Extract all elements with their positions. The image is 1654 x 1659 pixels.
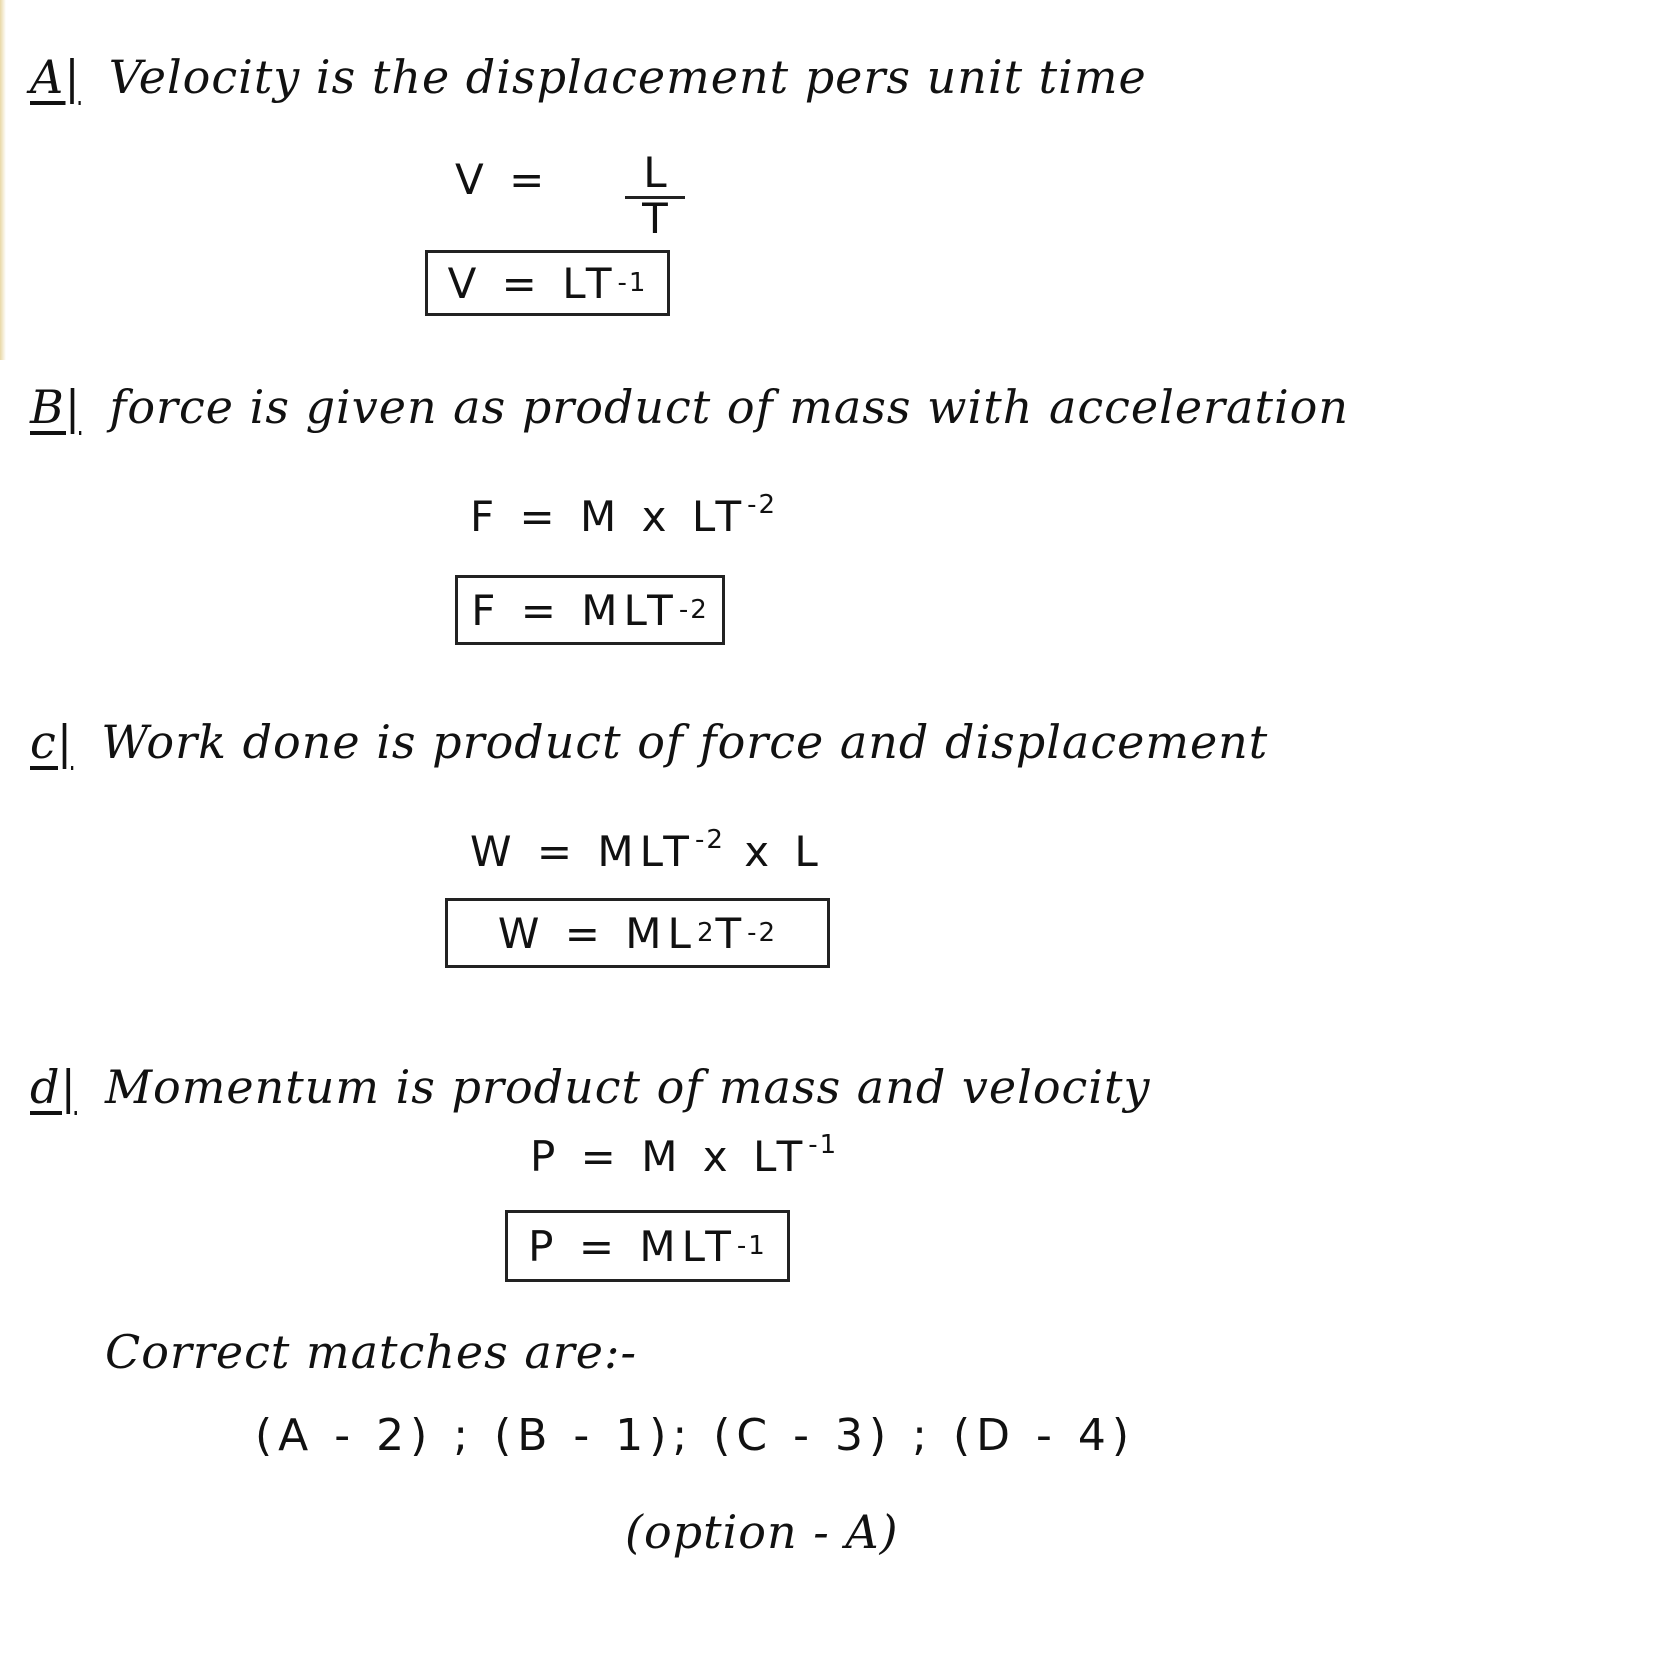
part-d-text: Momentum is product of mass and velocity bbox=[104, 1060, 1151, 1114]
boxed-exponent: -1 bbox=[617, 268, 648, 298]
boxed-base: P = MLT bbox=[528, 1221, 737, 1271]
part-c-line bbox=[30, 715, 1268, 769]
part-b-boxed-result bbox=[455, 575, 725, 645]
equation-exponent: -2 bbox=[747, 490, 778, 520]
equation-exponent: -1 bbox=[808, 1130, 839, 1160]
part-a-equation-lhs: V = bbox=[455, 155, 551, 204]
boxed-exponent: -1 bbox=[736, 1231, 767, 1261]
part-a-line bbox=[30, 50, 1147, 104]
boxed-base: V = LT bbox=[447, 258, 618, 308]
conclusion-option: (option - A) bbox=[625, 1505, 899, 1559]
equation-tail: x L bbox=[724, 827, 824, 876]
part-b-text: force is given as product of mass with acceleration bbox=[109, 380, 1349, 434]
boxed-mid: T bbox=[715, 908, 748, 958]
equation-base: P = M x LT bbox=[530, 1132, 809, 1181]
conclusion-intro: Correct matches are:- bbox=[105, 1325, 638, 1379]
boxed-exponent-2: -2 bbox=[747, 918, 778, 948]
part-b-equation bbox=[470, 490, 777, 541]
part-b-line bbox=[30, 380, 1349, 434]
boxed-base: F = MLT bbox=[471, 585, 679, 635]
paper-edge bbox=[0, 0, 6, 360]
fraction-denominator: T bbox=[642, 194, 668, 243]
part-c-text: Work done is product of force and displacement bbox=[101, 715, 1269, 769]
boxed-exponent: -2 bbox=[678, 595, 709, 625]
part-c-equation bbox=[470, 825, 824, 876]
part-c-boxed-result bbox=[445, 898, 830, 968]
part-b-label: B| bbox=[30, 380, 82, 434]
equation-base: F = M x LT bbox=[470, 492, 748, 541]
equation-exponent: -2 bbox=[694, 825, 725, 855]
boxed-exponent-1: 2 bbox=[696, 918, 716, 948]
part-a-boxed-result bbox=[425, 250, 670, 316]
part-d-boxed-result bbox=[505, 1210, 790, 1282]
part-a-fraction bbox=[625, 148, 685, 243]
part-c-label: c| bbox=[30, 715, 74, 769]
equation-base: W = MLT bbox=[470, 827, 695, 876]
part-d-line bbox=[30, 1060, 1150, 1114]
boxed-base: W = ML bbox=[497, 908, 697, 958]
part-d-equation bbox=[530, 1130, 838, 1181]
fraction-numerator: L bbox=[625, 150, 685, 199]
conclusion-matches: (A - 2) ; (B - 1); (C - 3) ; (D - 4) bbox=[255, 1410, 1135, 1461]
part-a-label: A| bbox=[30, 50, 81, 104]
part-a-text: Velocity is the displacement pers unit time bbox=[108, 50, 1147, 104]
part-d-label: d| bbox=[30, 1060, 77, 1114]
